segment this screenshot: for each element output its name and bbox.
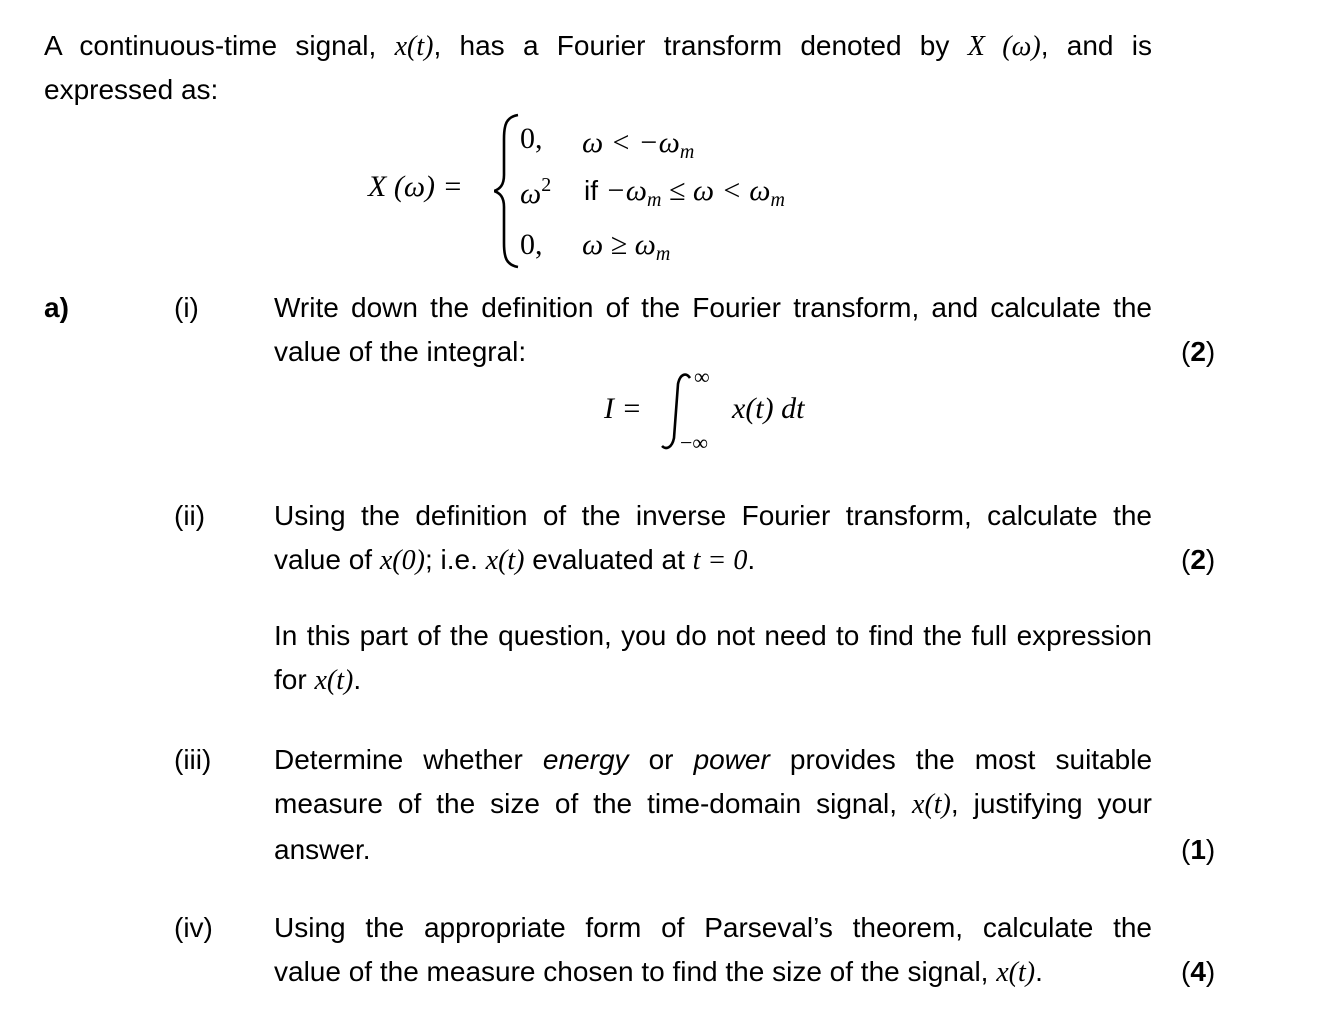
item-iii-line-1: Determine whether energy or power provides the most suitable <box>274 744 1153 775</box>
emphasis-energy: energy <box>542 744 629 775</box>
item-i-line-1: Write down the definition of the Fourier transform, and calculate the <box>274 292 1152 323</box>
intro-line-2: expressed as: <box>44 74 219 105</box>
integral-integrand: x(t) dt <box>732 392 805 425</box>
case-2-condition: if $-\omega_m \le \omega < \omega_m$ <box>584 174 785 211</box>
math-x-of-t: x(t) <box>394 31 434 62</box>
item-ii-line-1: Using the definition of the inverse Fourier transform, calculate the <box>274 500 1152 531</box>
item-iv-number: (iv) <box>174 912 213 943</box>
case-2-value: $\omega^2$ <box>520 174 552 210</box>
item-ii-number: (ii) <box>174 500 206 531</box>
item-ii-note-line-2: for x(t). <box>274 664 362 696</box>
integral-lower-limit: −∞ <box>680 430 709 455</box>
item-iii-line-2: measure of the size of the time-domain signal, x(t), justifying your <box>274 788 1152 820</box>
item-ii-note-line-1: In this part of the question, you do not need to find the full expression <box>274 620 1152 651</box>
item-i-line-2: value of the integral: <box>274 336 527 367</box>
item-iii-number: (iii) <box>174 744 212 775</box>
item-ii-line-2: value of x(0); i.e. x(t) evaluated at t = 0. <box>274 544 756 576</box>
case-1-value: 0, <box>520 122 543 155</box>
emphasis-power: power <box>693 744 770 775</box>
equation-lhs: X (ω) = <box>368 170 463 203</box>
item-i-number: (i) <box>174 292 199 323</box>
integral-lhs: I = <box>604 392 642 425</box>
case-3-condition: $\omega \ge \omega_m$ <box>582 228 671 265</box>
item-i-marks: (2) <box>1181 336 1216 367</box>
intro-line-1: A continuous-time signal, x(t), has a Fourier transform denoted by X (ω), and is <box>44 30 1153 62</box>
item-iii-marks: (1) <box>1181 834 1216 865</box>
item-iv-line-2: value of the measure chosen to find the size of the signal, x(t). <box>274 956 1043 988</box>
case-1-condition: $\omega < -\omega_m$ <box>582 126 695 163</box>
math-X-of-omega: X (ω) <box>967 31 1041 62</box>
item-iv-marks: (4) <box>1181 956 1216 987</box>
integral-upper-limit: ∞ <box>694 364 710 389</box>
item-iv-line-1: Using the appropriate form of Parseval’s theorem, calculate the <box>274 912 1152 943</box>
item-ii-marks: (2) <box>1181 544 1216 575</box>
part-a-label: a) <box>44 292 69 323</box>
item-iii-line-3: answer. <box>274 834 371 865</box>
case-3-value: 0, <box>520 228 543 261</box>
left-brace <box>494 113 520 269</box>
